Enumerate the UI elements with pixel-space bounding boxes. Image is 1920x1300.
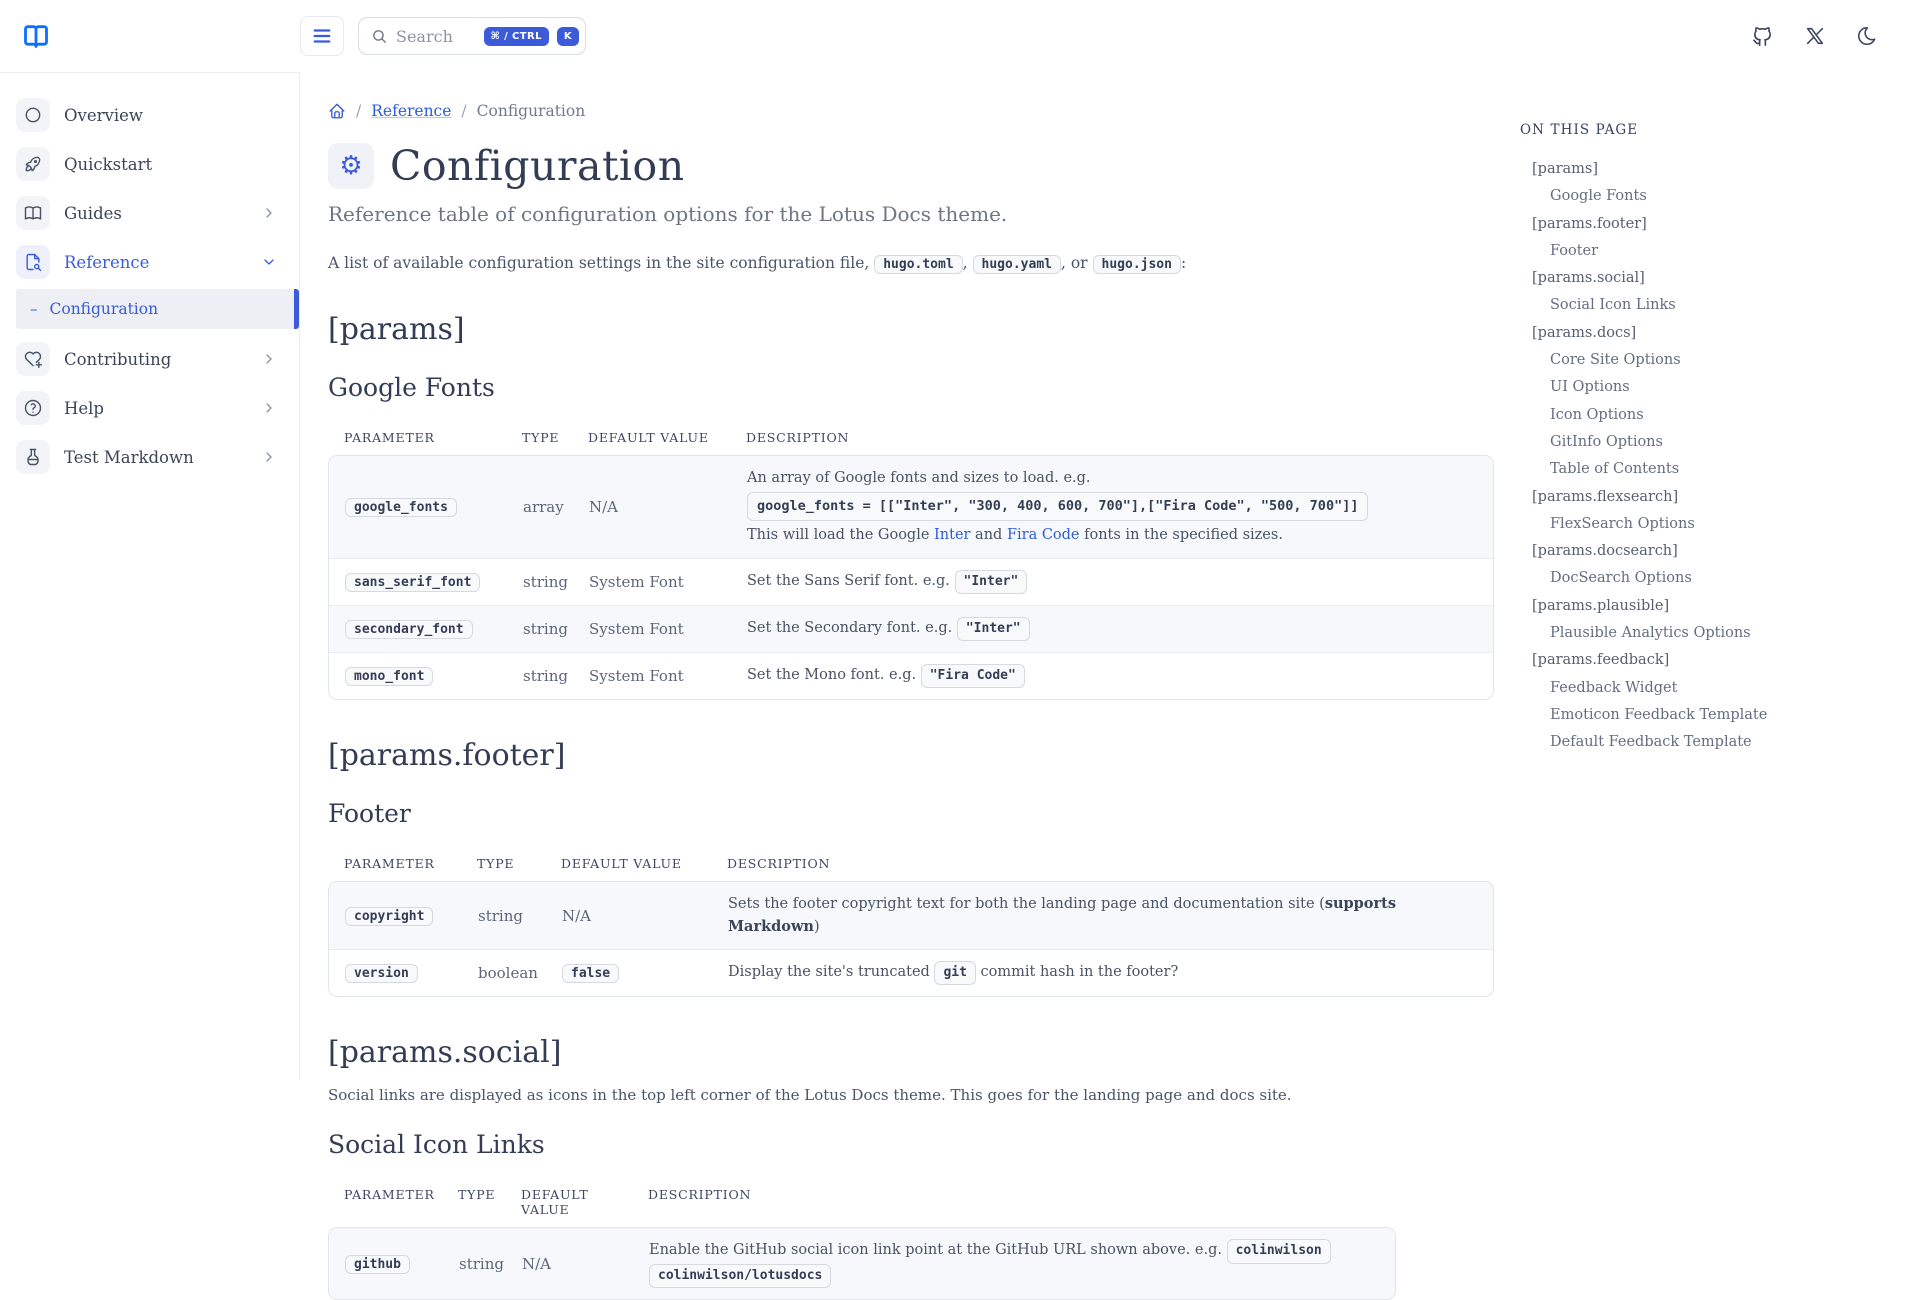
- chevron-down-icon: [261, 254, 277, 270]
- type-cell: string: [523, 667, 568, 686]
- toc-link[interactable]: Core Site Options: [1550, 352, 1681, 369]
- sidebar: [0, 72, 300, 1080]
- github-link[interactable]: [1751, 25, 1774, 48]
- flask-icon: [23, 447, 43, 467]
- parameter-chip: sans_serif_font: [345, 573, 480, 592]
- sidebar-item-label: Configuration: [49, 300, 159, 318]
- circle-icon: [23, 105, 43, 125]
- column-header: DEFAULT VALUE: [561, 856, 682, 872]
- parameter-chip: secondary_font: [345, 620, 473, 639]
- breadcrumb: [328, 102, 1520, 120]
- text-segment: Set the Sans Serif font. e.g.: [747, 572, 955, 589]
- chevron-right-icon: [261, 205, 277, 221]
- table-header-row: [328, 1175, 1396, 1227]
- toc-link[interactable]: Icon Options: [1550, 406, 1644, 423]
- x-icon: [1804, 25, 1826, 47]
- sidebar-item-label: Quickstart: [64, 154, 153, 174]
- kbd-k-badge: K: [557, 27, 579, 46]
- github-icon: [1751, 25, 1774, 48]
- table-body: [328, 881, 1494, 997]
- code-chip: "Inter": [955, 570, 1028, 594]
- table-row: [329, 456, 1493, 558]
- table-row: [329, 558, 1493, 605]
- toc-link[interactable]: [params.plausible]: [1532, 597, 1670, 614]
- site-logo[interactable]: [22, 22, 50, 50]
- code-chip: false: [562, 964, 619, 983]
- section-heading: [params.social]: [328, 1035, 562, 1071]
- column-header: PARAMETER: [344, 430, 435, 445]
- intro-paragraph: [328, 254, 1520, 274]
- column-header: DEFAULT VALUE: [588, 430, 709, 445]
- text-segment: ): [813, 918, 820, 935]
- top-navbar: [0, 0, 1920, 72]
- text-segment: ,: [962, 254, 973, 272]
- dark-mode-toggle[interactable]: [1856, 25, 1878, 47]
- chevron-right-icon: [261, 205, 277, 221]
- text-segment: :: [1180, 254, 1187, 272]
- table-body: [328, 455, 1494, 700]
- sidebar-icon-box: [16, 98, 50, 132]
- description-cell: [731, 559, 1493, 605]
- toc-link[interactable]: [params.feedback]: [1532, 652, 1670, 669]
- sidebar-item-test-markdown[interactable]: [16, 435, 285, 479]
- table-row: [329, 882, 1493, 949]
- text-segment: Display the site's truncated: [728, 964, 935, 981]
- column-header: DESCRIPTION: [746, 430, 850, 445]
- parameter-chip: mono_font: [345, 667, 433, 686]
- kbd-ctrl-badge: ⌘ / CTRL: [484, 27, 549, 46]
- table-header-row: [328, 418, 1494, 455]
- table-row: [329, 652, 1493, 699]
- on-this-page: [1520, 122, 1900, 757]
- code-chip: hugo.json: [1093, 255, 1181, 274]
- parameter-chip: version: [345, 964, 418, 983]
- table-row: [329, 949, 1493, 996]
- chevron-right-icon: [261, 351, 277, 367]
- x-twitter-link[interactable]: [1804, 25, 1826, 47]
- breadcrumb-separator: /: [461, 102, 467, 120]
- toc-link[interactable]: [params.social]: [1532, 270, 1645, 287]
- column-header: PARAMETER: [344, 856, 435, 872]
- text-segment: Sets the footer copyright text for both the landing page and documentation site (: [728, 896, 1325, 913]
- subsection-heading: Social Icon Links: [328, 1130, 545, 1160]
- toc-title: ON THIS PAGE: [1520, 122, 1639, 138]
- toc-link[interactable]: Feedback Widget: [1550, 679, 1678, 696]
- sidebar-icon-box: [16, 440, 50, 474]
- moon-icon: [1856, 25, 1878, 47]
- dash-marker: –: [30, 300, 38, 318]
- section-paragraph: Social links are displayed as icons in the top left corner of the Lotus Docs theme. This goes for the landing page and docs site.: [328, 1086, 1292, 1105]
- text-segment: Enable the GitHub social icon link point at the GitHub URL shown above. e.g.: [649, 1242, 1227, 1259]
- default-value-cell: System Font: [589, 572, 684, 591]
- help-circle-icon: [23, 398, 43, 418]
- sidebar-item-label: Guides: [64, 203, 122, 223]
- text-segment: commit hash in the footer?: [975, 964, 1179, 981]
- gear-icon: ⚙: [328, 143, 374, 189]
- parameter-chip: copyright: [345, 907, 433, 926]
- toc-link[interactable]: [params.docsearch]: [1532, 543, 1678, 560]
- table-header-row: [328, 844, 1494, 881]
- column-header: TYPE: [477, 856, 515, 872]
- breadcrumb-separator: /: [356, 102, 362, 120]
- config-table: [328, 844, 1494, 997]
- parameter-chip: github: [345, 1255, 410, 1274]
- default-value-cell: N/A: [589, 497, 619, 516]
- default-value-cell: [546, 952, 712, 994]
- default-value-cell: System Font: [589, 667, 684, 686]
- section-heading: [params.footer]: [328, 738, 566, 774]
- breadcrumb-reference[interactable]: Reference: [371, 102, 452, 120]
- toc-link[interactable]: [params.docs]: [1532, 324, 1637, 341]
- toc-link[interactable]: DocSearch Options: [1550, 570, 1692, 587]
- column-header: DEFAULT VALUE: [521, 1187, 589, 1218]
- type-cell: array: [523, 497, 564, 516]
- parameter-chip: google_fonts: [345, 498, 457, 517]
- code-chip: colinwilson: [1227, 1239, 1331, 1263]
- chevron-right-icon: [261, 351, 277, 367]
- sidebar-item-quickstart[interactable]: [16, 142, 285, 186]
- table-row: [329, 605, 1493, 652]
- config-table: [328, 418, 1494, 700]
- chevron-down-icon: [261, 254, 277, 270]
- code-chip: hugo.toml: [874, 255, 962, 274]
- sidebar-item-reference[interactable]: [16, 240, 285, 284]
- menu-icon: [311, 25, 333, 47]
- chevron-right-icon: [261, 449, 277, 465]
- inline-link[interactable]: Fira Code: [1006, 527, 1080, 544]
- toc-link[interactable]: [params.flexsearch]: [1532, 488, 1679, 505]
- description-cell: [731, 653, 1493, 699]
- sidebar-icon-box: [16, 342, 50, 376]
- inline-link[interactable]: Inter: [934, 527, 971, 544]
- code-chip: hugo.yaml: [973, 255, 1061, 274]
- subsection-heading: Google Fonts: [328, 373, 495, 402]
- sidebar-icon-box: [16, 391, 50, 425]
- description-cell: [712, 882, 1493, 949]
- sidebar-icon-box: [16, 245, 50, 279]
- sidebar-item-contributing[interactable]: [16, 337, 285, 381]
- sidebar-subitem-configuration[interactable]: [16, 289, 299, 329]
- text-segment: A list of available configuration settings in the site configuration file,: [328, 254, 875, 272]
- text-segment: fonts in the specified sizes.: [1079, 527, 1283, 544]
- subsection-heading: Footer: [328, 799, 411, 829]
- rocket-icon: [23, 154, 43, 174]
- chevron-right-icon: [261, 400, 277, 416]
- sidebar-icon-box: [16, 147, 50, 181]
- config-table: [328, 1175, 1396, 1299]
- type-cell: string: [459, 1254, 504, 1273]
- book-icon: [23, 203, 43, 223]
- sidebar-item-help[interactable]: [16, 386, 285, 430]
- default-value-cell: System Font: [589, 620, 684, 639]
- table-body: [328, 1227, 1396, 1299]
- text-segment: and: [970, 527, 1007, 544]
- toc-link[interactable]: Default Feedback Template: [1550, 734, 1752, 751]
- file-search-icon: [23, 252, 43, 272]
- description-cell: [712, 950, 1493, 996]
- code-chip: google_fonts = [["Inter", "300, 400, 600, 700"],["Fira Code", "500, 700"]]: [747, 492, 1368, 521]
- chevron-right-icon: [261, 449, 277, 465]
- sidebar-item-overview[interactable]: [16, 93, 285, 137]
- code-chip: colinwilson/lotusdocs: [649, 1264, 831, 1288]
- description-cell: [633, 1228, 1395, 1298]
- text-segment: Set the Secondary font. e.g.: [747, 620, 957, 636]
- heart-plus-icon: [23, 349, 43, 369]
- default-value-cell: N/A: [522, 1254, 552, 1273]
- text-segment: This will load the Google: [747, 527, 935, 544]
- main-content: [300, 72, 1520, 1283]
- breadcrumb-home-link[interactable]: [328, 102, 346, 120]
- column-header: DESCRIPTION: [727, 856, 831, 872]
- breadcrumb-configuration: Configuration: [476, 102, 586, 120]
- sidebar-item-label: Contributing: [64, 349, 172, 369]
- default-value-cell: N/A: [562, 906, 592, 925]
- description-cell: [731, 456, 1493, 558]
- search-input[interactable]: [358, 17, 586, 55]
- code-chip: git: [934, 961, 975, 985]
- book-logo-icon: [22, 22, 50, 50]
- toc-link[interactable]: Social Icon Links: [1550, 297, 1676, 314]
- column-header: TYPE: [458, 1187, 496, 1203]
- toc-link[interactable]: [params.footer]: [1532, 215, 1647, 232]
- sidebar-toggle-button[interactable]: [300, 16, 344, 56]
- sidebar-icon-box: [16, 196, 50, 230]
- sidebar-item-guides[interactable]: [16, 191, 285, 235]
- sidebar-item-label: Overview: [64, 105, 143, 125]
- sidebar-item-label: Test Markdown: [64, 447, 194, 467]
- toc-link[interactable]: Footer: [1550, 242, 1599, 259]
- description-cell: [731, 606, 1493, 652]
- type-cell: string: [478, 906, 523, 925]
- sidebar-item-label: Help: [64, 398, 104, 418]
- type-cell: string: [523, 620, 568, 639]
- column-header: DESCRIPTION: [648, 1187, 752, 1203]
- section-heading: [params]: [328, 312, 465, 347]
- table-row: [329, 1228, 1395, 1298]
- column-header: PARAMETER: [344, 1187, 435, 1203]
- type-cell: string: [523, 572, 568, 591]
- home-icon: [328, 102, 346, 120]
- code-chip: "Inter": [957, 617, 1030, 641]
- type-cell: boolean: [478, 964, 538, 983]
- chevron-right-icon: [261, 400, 277, 416]
- toc-link[interactable]: [params]: [1532, 161, 1599, 177]
- code-chip: "Fira Code": [921, 664, 1025, 688]
- search-icon: [371, 28, 388, 45]
- text-segment: Set the Mono font. e.g.: [747, 667, 921, 684]
- toc-link[interactable]: GitInfo Options: [1550, 433, 1663, 450]
- text-segment: An array of Google fonts and sizes to load. e.g.: [747, 470, 1091, 486]
- page-title: Configuration: [390, 142, 685, 190]
- page-subtitle: Reference table of configuration options for the Lotus Docs theme.: [328, 202, 1008, 226]
- toc-link[interactable]: Plausible Analytics Options: [1550, 625, 1751, 642]
- toc-link[interactable]: UI Options: [1550, 379, 1630, 396]
- toc-link[interactable]: Table of Contents: [1550, 461, 1680, 478]
- search-icon: [371, 28, 388, 45]
- sidebar-item-label: Reference: [64, 252, 150, 272]
- toc-link[interactable]: FlexSearch Options: [1550, 515, 1695, 532]
- column-header: TYPE: [522, 430, 560, 445]
- bold-text: supports Markdown: [728, 895, 1396, 935]
- toc-link[interactable]: Google Fonts: [1550, 188, 1647, 205]
- search-placeholder: Search: [396, 26, 453, 46]
- toc-link[interactable]: Emoticon Feedback Template: [1550, 706, 1768, 723]
- text-segment: , or: [1060, 254, 1093, 272]
